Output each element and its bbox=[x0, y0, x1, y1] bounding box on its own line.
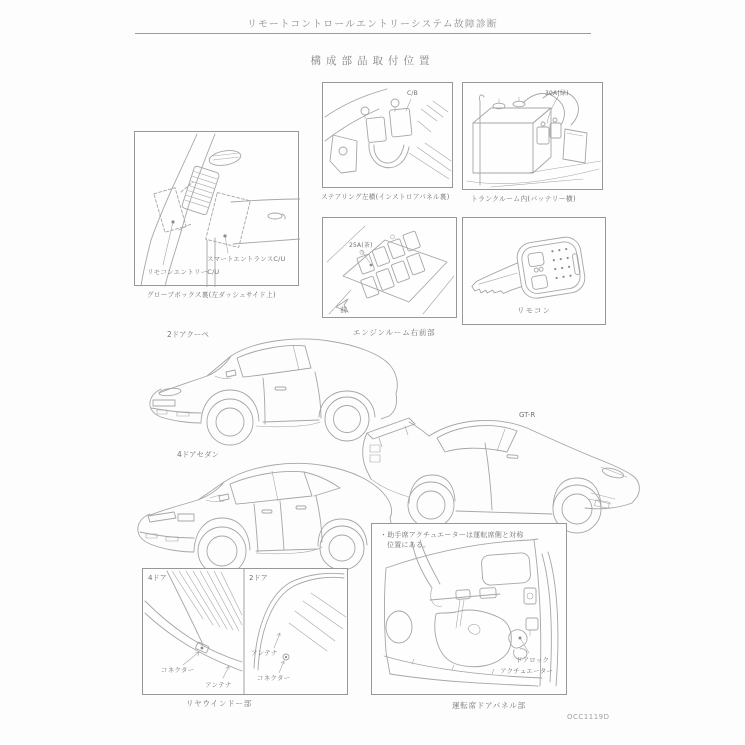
connector-left-label: コネクター bbox=[161, 666, 195, 674]
smart-entrance-label: スマートエントランスC/U bbox=[207, 255, 286, 263]
gtr-label: GT-R bbox=[519, 411, 536, 419]
dashboard-illustration bbox=[135, 132, 300, 287]
door-panel-caption: 運転席ドアパネル部 bbox=[452, 701, 526, 710]
steering-illustration bbox=[323, 83, 452, 187]
cb-label: C/B bbox=[407, 90, 418, 97]
fuse-25a-label: 25A(茶) bbox=[349, 242, 373, 249]
fusebox-panel bbox=[322, 217, 457, 318]
trunk-caption: トランクルーム内(バッテリー横) bbox=[471, 195, 576, 203]
connector-right-label: コネクター bbox=[257, 674, 291, 682]
trunk-panel bbox=[462, 82, 603, 190]
page-title: リモートコントロールエントリーシステム故障診断 bbox=[247, 19, 498, 30]
rear-window-illustration bbox=[143, 569, 347, 694]
antenna-right-label: アンテナ bbox=[251, 649, 278, 657]
door-lock-label-line2: アクチュエーター bbox=[500, 667, 554, 675]
coupe-label: 2ドアクーペ bbox=[167, 330, 209, 339]
remote-key-panel bbox=[462, 217, 606, 325]
sedan-label: 4ドアセダン bbox=[177, 450, 220, 459]
fusebox-caption: エンジンルーム右前部 bbox=[353, 328, 436, 337]
actuator-note-line1: ・助手席アクチュエーターは運転席側と対称 bbox=[380, 531, 524, 539]
glovebox-panel bbox=[134, 131, 299, 286]
door-lock-label-line1: ドアロック bbox=[516, 656, 550, 664]
glovebox-caption: グローブボックス裏(左ダッシュサイド上) bbox=[147, 291, 276, 299]
steering-panel bbox=[322, 82, 453, 188]
header-rule bbox=[135, 33, 591, 34]
four-door-label: 4ドア bbox=[148, 574, 167, 582]
antenna-left-label: アンテナ bbox=[205, 681, 232, 689]
two-door-label: 2ドア bbox=[249, 574, 268, 582]
fusebox-illustration bbox=[323, 218, 456, 317]
actuator-note-line2: 位置にある。 bbox=[387, 541, 431, 549]
remote-entry-label: リモコンエントリーC/U bbox=[147, 268, 220, 276]
trunk-illustration bbox=[463, 83, 602, 189]
doc-code: OCC1119D bbox=[567, 713, 610, 721]
steering-caption: ステアリング左横(インストロアパネル裏) bbox=[321, 193, 450, 201]
rear-window-caption: リヤウインドー部 bbox=[186, 699, 253, 708]
remote-key-caption: リモコン bbox=[517, 306, 551, 315]
rear-window-panel bbox=[142, 568, 348, 695]
section-title: 構成部品取付位置 bbox=[310, 55, 435, 67]
fuse-30a-label: 30A(緑) bbox=[545, 90, 569, 97]
front-direction-label: 前 bbox=[340, 306, 348, 314]
door-panel-box bbox=[371, 523, 567, 695]
